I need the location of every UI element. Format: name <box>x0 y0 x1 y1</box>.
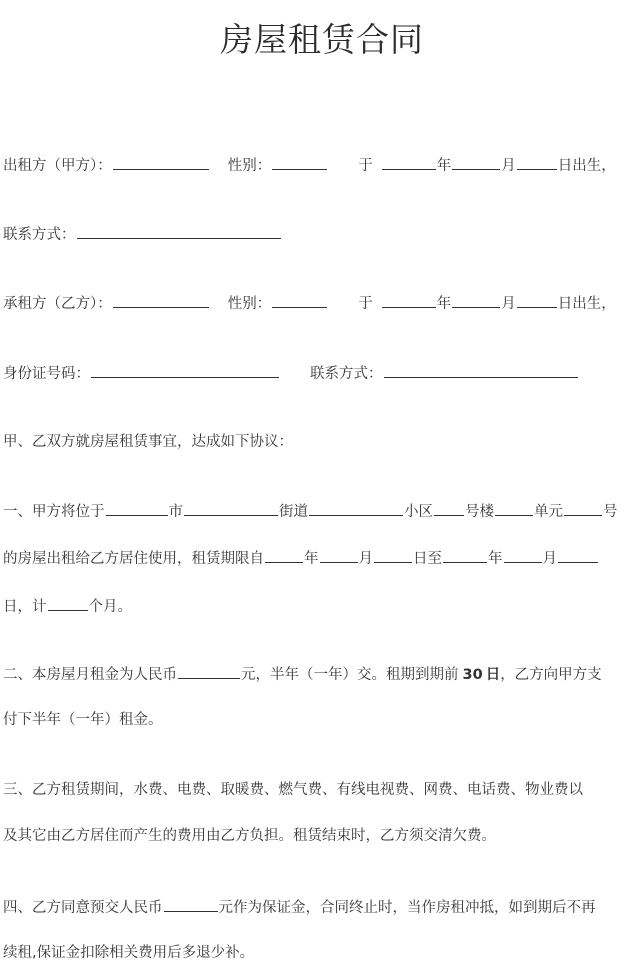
lessee-gender-field[interactable] <box>272 293 327 308</box>
lessee-birth-year-field[interactable] <box>382 293 436 308</box>
lessee-born-suffix: 日出生， <box>557 296 616 312</box>
lease-end-month-field[interactable] <box>504 548 542 563</box>
clause2-day-unit: 日 <box>485 667 501 683</box>
clause4-line2: 续租,保证金扣除相关费用后多退少补。 <box>3 945 255 961</box>
clause1-line2 <box>3 548 599 569</box>
room-number-label: 号 <box>603 504 618 520</box>
page-title: 房屋租赁合同 <box>220 20 424 59</box>
lessor-birth-year-field[interactable] <box>382 155 436 170</box>
clause1-lease-text: 的房屋出租给乙方居住使用，租赁期限自 <box>3 551 264 567</box>
clause4-line1 <box>3 897 596 918</box>
lessee-birth-month-field[interactable] <box>452 293 500 308</box>
lessee-label: 承租方（乙方）： <box>3 296 112 312</box>
lessee-name-field[interactable] <box>113 293 209 308</box>
city-label: 市 <box>168 504 183 520</box>
street-field[interactable] <box>184 501 278 516</box>
lease-start-month-field[interactable] <box>320 548 358 563</box>
lease-to-label: 日至 <box>413 551 442 567</box>
lessor-gender-field[interactable] <box>272 155 327 170</box>
lease-end-month-label: 月 <box>542 551 557 567</box>
lessor-birth-month-field[interactable] <box>452 155 500 170</box>
lease-start-year-field[interactable] <box>265 548 303 563</box>
clause2-days: 30 <box>462 667 483 683</box>
clause4-prefix: 四、乙方同意预交人民币 <box>3 900 163 916</box>
lessee-month-label: 月 <box>501 296 516 312</box>
lease-start-day-field[interactable] <box>374 548 412 563</box>
community-field[interactable] <box>309 501 403 516</box>
community-label: 小区 <box>404 504 433 520</box>
lease-end-day-field[interactable] <box>558 548 598 563</box>
agreement-intro: 甲、乙双方就房屋租赁事宜，达成如下协议： <box>3 434 293 450</box>
lessee-contact-label: 联系方式： <box>310 366 383 382</box>
lessee-gender-label: 性别： <box>227 296 272 312</box>
lessor-line <box>3 155 616 176</box>
lessor-name-field[interactable] <box>113 155 209 170</box>
city-field[interactable] <box>106 501 168 516</box>
id-number-label: 身份证号码： <box>3 366 90 382</box>
lease-months-field[interactable] <box>48 596 88 611</box>
clause1-total-prefix: 日，计 <box>3 599 47 615</box>
clause2-line1 <box>3 664 602 685</box>
lease-end-year-label: 年 <box>488 551 503 567</box>
lessor-birth-day-field[interactable] <box>517 155 557 170</box>
clause2-suffix: ，乙方向甲方支 <box>500 667 602 683</box>
street-label: 街道 <box>279 504 308 520</box>
id-number-field[interactable] <box>91 363 279 378</box>
clause1-line3 <box>3 596 132 617</box>
lessee-year-label: 年 <box>436 296 452 312</box>
lessor-born-suffix: 日出生， <box>557 158 616 174</box>
clause2-line2: 付下半年（一年）租金。 <box>3 712 163 728</box>
clause4-suffix: 元作为保证金，合同终止时，当作房租冲抵，如到期后不再 <box>218 900 596 916</box>
lessee-line <box>3 293 616 314</box>
lessee-born-prefix: 于 <box>358 296 373 312</box>
lease-end-year-field[interactable] <box>443 548 487 563</box>
building-field[interactable] <box>434 501 464 516</box>
lease-start-month-label: 月 <box>358 551 373 567</box>
clause1-total-suffix: 个月。 <box>88 599 132 615</box>
lessor-label: 出租方（甲方）： <box>3 158 112 174</box>
lessor-born-prefix: 于 <box>358 158 373 174</box>
lessee-birth-day-field[interactable] <box>517 293 557 308</box>
clause2-mid: 元，半年（一年）交。租期到期前 <box>241 667 459 683</box>
clause1-prefix: 一、甲方将位于 <box>3 504 105 520</box>
lessor-contact-field[interactable] <box>77 224 281 239</box>
clause2-prefix: 二、本房屋月租金为人民币 <box>3 667 177 683</box>
lessor-year-label: 年 <box>436 158 452 174</box>
clause3-line1: 三、乙方租赁期间，水费、电费、取暖费、燃气费、有线电视费、网费、电话费、物业费以 <box>3 782 583 798</box>
lessor-month-label: 月 <box>501 158 516 174</box>
unit-label: 单元 <box>534 504 563 520</box>
lessee-contact-field[interactable] <box>384 363 578 378</box>
unit-field[interactable] <box>495 501 533 516</box>
clause1-line1 <box>3 501 618 522</box>
clause3-line2: 及其它由乙方居住而产生的费用由乙方负担。租赁结束时，乙方须交清欠费。 <box>3 828 496 844</box>
lessor-contact-label: 联系方式： <box>3 227 76 243</box>
building-label: 号楼 <box>465 504 494 520</box>
monthly-rent-field[interactable] <box>178 664 240 679</box>
lessor-gender-label: 性别： <box>227 158 272 174</box>
deposit-field[interactable] <box>164 897 218 912</box>
lessor-contact-line <box>3 224 282 245</box>
lease-start-year-label: 年 <box>304 551 319 567</box>
room-number-field[interactable] <box>564 501 602 516</box>
lessee-id-line <box>3 363 579 384</box>
